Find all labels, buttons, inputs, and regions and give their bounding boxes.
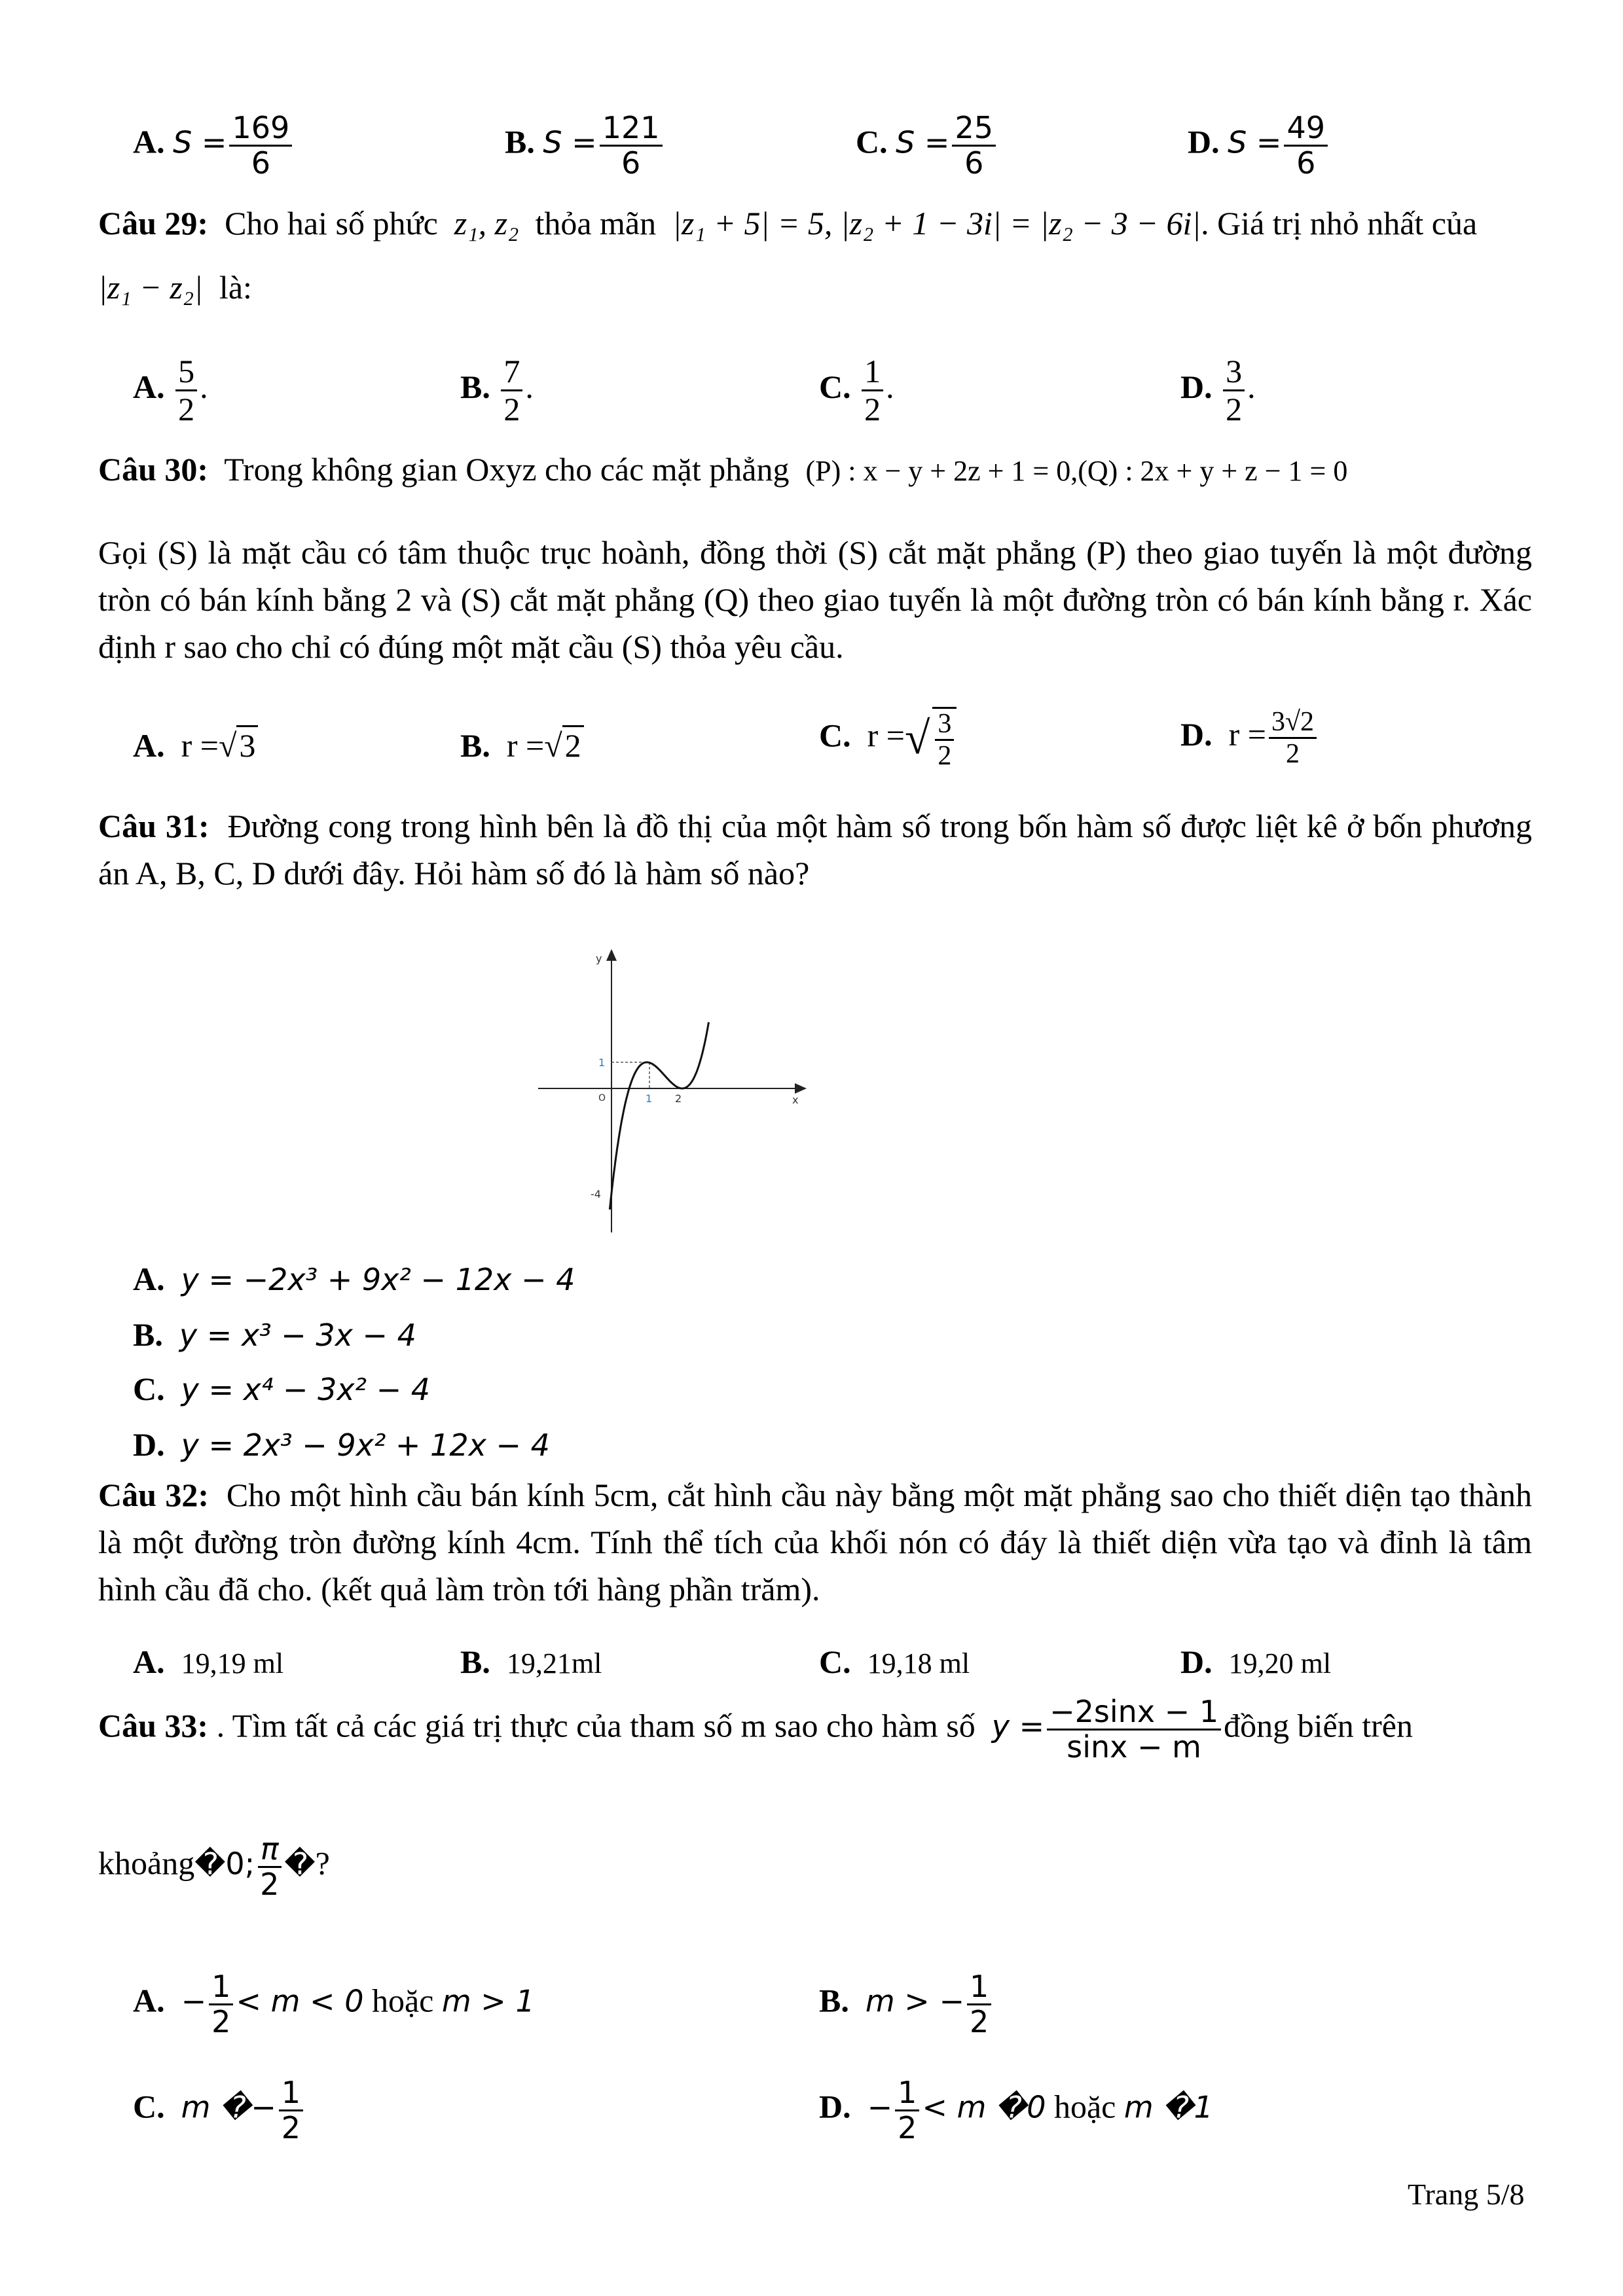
numerator: 3: [935, 709, 954, 741]
option-pre: m > −: [865, 1983, 964, 2019]
option-label: D.: [819, 2088, 851, 2125]
x-axis-label: x: [792, 1094, 799, 1106]
option-label: B.: [460, 1643, 490, 1680]
option-lhs: S =: [896, 124, 950, 160]
denominator: 6: [251, 145, 271, 181]
option-lhs: S =: [543, 124, 597, 160]
numerator: 7: [501, 353, 522, 391]
q28-option-b: [505, 111, 665, 179]
page-number: Trang 5/8: [1408, 2178, 1525, 2211]
option-label: A.: [133, 123, 165, 160]
option-lhs: r =: [181, 727, 219, 764]
option-label: D.: [1188, 123, 1220, 160]
option-lhs: r =: [867, 717, 905, 754]
denominator: 2: [1286, 739, 1300, 770]
q31-option-b: [133, 1316, 416, 1354]
option-label: D.: [1180, 1643, 1213, 1680]
denominator: 6: [1296, 145, 1316, 181]
option-value: 19,21ml: [506, 1647, 602, 1679]
q32-option-b: [460, 1643, 602, 1681]
q28-option-d: [1188, 111, 1330, 179]
q31-option-a: [133, 1260, 575, 1298]
q30-body: Gọi (S) là mặt cầu có tâm thuộc trục hoành, đồng thời (S) cắt mặt phẳng (P) theo giao tuyến là một đường tròn có bán kính bằng 2 và (S) cắt mặt phẳng (Q) theo giao tuyến là một đường tròn có bán kính bằng r. Xác định r sao cho chỉ có đúng một mặt cầu (S) thỏa yêu cầu.: [98, 534, 1532, 665]
denominator: 2: [281, 2109, 301, 2145]
q33-stem: [98, 1695, 1413, 1763]
stem-text: Đường cong trong hình bên là đồ thị của một hàm số trong bốn hàm số được liệt kê ở bốn phương án A, B, C, D dưới đây. Hỏi hàm số đó là hàm số nào?: [98, 808, 1532, 891]
denominator: 2: [864, 391, 881, 427]
numerator: 5: [175, 353, 197, 391]
stem-text: khoảng: [98, 1844, 195, 1882]
denominator: 6: [964, 145, 984, 181]
option-expr: y = 2x³ − 9x² + 12x − 4: [181, 1427, 550, 1463]
numerator: 3√2: [1269, 707, 1317, 739]
option-label: A.: [133, 1643, 165, 1680]
option-label: C.: [133, 1371, 165, 1407]
option-label: B.: [819, 1982, 849, 2019]
denominator: 2: [211, 2003, 231, 2039]
stem-text: Cho một hình cầu bán kính 5cm, cắt hình cầu này bằng một mặt phẳng sao cho thiết diện tạo thành là một đường tròn đường kính 4cm. Tính thể tích của khối nón có đáy là thiết diện vừa tạo và đỉnh là tâm hình cầu đã cho. (kết quả làm tròn tới hàng phần trăm).: [98, 1477, 1532, 1607]
option-label: D.: [1180, 716, 1213, 753]
q33-interval: [98, 1833, 330, 1901]
radicand: 3: [236, 725, 258, 764]
option-post: < m �0: [922, 2089, 1046, 2125]
q31-stem: [98, 802, 1532, 897]
option-word: hoặc: [371, 1982, 434, 2019]
q30-option-b: B. r =√2: [460, 726, 584, 764]
option-value: 19,19 ml: [181, 1647, 284, 1679]
stem-text: là:: [219, 269, 252, 306]
option-pre: −: [867, 2089, 893, 2125]
option-post: m �1: [1123, 2089, 1213, 2125]
option-lhs: S =: [1228, 124, 1282, 160]
option-label: D.: [1180, 368, 1213, 405]
numerator: 169: [229, 111, 292, 147]
denominator: 2: [260, 1866, 280, 1902]
option-post: < m < 0: [236, 1983, 364, 2019]
option-label: A.: [133, 1261, 165, 1297]
q29-option-a: A. $\frac{5}{2}$ .: [133, 353, 208, 427]
question-number: Câu 29:: [98, 205, 209, 242]
numerator: −2sinx − 1: [1047, 1695, 1221, 1731]
q30-option-c: C. r =√ $\frac{3}{2}$: [819, 707, 959, 771]
math-planes: (P) : x − y + 2z + 1 = 0,(Q) : 2x + y + z − 1 = 0: [805, 455, 1348, 487]
q28-option-c: [856, 111, 998, 179]
option-label: C.: [819, 1643, 851, 1680]
math-condition: |z₁ + 5| = 5, |z₂ + 1 − 3i| = |z₂ − 3 − 6i|: [672, 205, 1201, 242]
q30-option-d: [1180, 707, 1319, 769]
denominator: sinx − m: [1067, 1729, 1201, 1765]
denominator: 2: [178, 391, 195, 427]
question-mark: ?: [315, 1844, 330, 1882]
y-tick-label: 1: [598, 1056, 606, 1069]
numerator: π: [258, 1833, 282, 1868]
denominator: 2: [898, 2109, 917, 2145]
radicand: 2: [562, 725, 584, 764]
math-expr: |z₁ − z₂|: [98, 269, 203, 306]
q29-stem: [98, 204, 1477, 242]
numerator: 25: [952, 111, 996, 147]
y-tick-label: -4: [591, 1188, 601, 1200]
option-post: m > 1: [441, 1983, 535, 2019]
numerator: 121: [600, 111, 663, 147]
stem-text: đồng biến trên: [1224, 1707, 1413, 1744]
q32-option-d: [1180, 1643, 1331, 1681]
function-curve: [610, 1022, 708, 1210]
x-tick-label: 2: [675, 1092, 682, 1105]
x-tick-label: 1: [646, 1092, 653, 1105]
denominator: 6: [621, 145, 641, 181]
q32-option-c: [819, 1643, 970, 1681]
numerator: 1: [967, 1970, 991, 2005]
q33-option-d: [819, 2076, 1213, 2144]
option-label: C.: [819, 717, 851, 754]
q31-option-c: [133, 1370, 430, 1408]
option-word: hoặc: [1053, 2088, 1116, 2125]
q31-option-d: [133, 1426, 550, 1463]
denominator: 2: [503, 391, 520, 427]
stem-text: . Giá trị nhỏ nhất của: [1201, 205, 1478, 242]
option-lhs: r =: [506, 727, 545, 764]
option-label: A.: [133, 727, 165, 764]
option-label: A.: [133, 368, 165, 405]
garbled-bracket: �: [284, 1846, 316, 1882]
q30-stem: [98, 450, 1347, 488]
numerator: 1: [209, 1970, 233, 2005]
option-expr: y = x⁴ − 3x² − 4: [181, 1372, 431, 1407]
garbled-bracket: �0;: [194, 1846, 255, 1882]
q33-option-b: [819, 1970, 994, 2038]
q28-option-a: [133, 111, 295, 179]
option-label: B.: [133, 1316, 163, 1353]
function-graph: [524, 929, 890, 1244]
question-number: Câu 32:: [98, 1477, 209, 1513]
option-value: 19,18 ml: [867, 1647, 970, 1679]
q32-option-a: [133, 1643, 283, 1681]
q33-option-c: [133, 2076, 306, 2144]
question-number: Câu 31:: [98, 808, 210, 844]
option-label: A.: [133, 1982, 165, 2019]
option-label: B.: [505, 123, 535, 160]
option-label: C.: [819, 368, 851, 405]
question-number: Câu 33:: [98, 1707, 209, 1744]
q30-option-a: A. r =√3: [133, 726, 258, 764]
q29-option-d: D. $\frac{3}{2}$ .: [1180, 353, 1256, 427]
q33-option-a: [133, 1970, 535, 2038]
numerator: 1: [895, 2076, 919, 2111]
option-pre: m �−: [181, 2089, 276, 2125]
option-pre: −: [181, 1983, 207, 2019]
math-vars: z₁, z₂: [454, 205, 519, 242]
stem-text: thỏa mãn: [535, 205, 657, 242]
option-label: C.: [133, 2088, 165, 2125]
numerator: 49: [1284, 111, 1328, 147]
option-lhs: S =: [173, 124, 227, 160]
option-label: D.: [133, 1426, 165, 1463]
numerator: 3: [1223, 353, 1245, 391]
denominator: 2: [1226, 391, 1243, 427]
numerator: 1: [279, 2076, 303, 2111]
stem-text: Cho hai số phức: [225, 205, 438, 242]
option-value: 19,20 ml: [1228, 1647, 1332, 1679]
q29-option-b: B. $\frac{7}{2}$ .: [460, 353, 534, 427]
option-expr: y = x³ − 3x − 4: [179, 1318, 416, 1353]
y-axis-label: y: [596, 952, 602, 965]
option-lhs: r =: [1228, 716, 1266, 753]
q32-stem: [98, 1471, 1532, 1613]
option-label: B.: [460, 368, 490, 405]
q29-stem-line2: [98, 268, 252, 306]
math-y: y =: [991, 1708, 1045, 1744]
origin-label: O: [598, 1093, 606, 1103]
stem-text: Trong không gian Oxyz cho các mặt phẳng: [224, 451, 790, 488]
denominator: 2: [938, 741, 952, 772]
q29-option-c: C. $\frac{1}{2}$ .: [819, 353, 894, 427]
option-expr: y = −2x³ + 9x² − 12x − 4: [181, 1262, 575, 1297]
denominator: 2: [970, 2003, 989, 2039]
question-number: Câu 30:: [98, 451, 209, 488]
option-label: B.: [460, 727, 490, 764]
numerator: 1: [862, 353, 883, 391]
stem-text: . Tìm tất cả các giá trị thực của tham số m sao cho hàm số: [216, 1707, 976, 1744]
option-label: C.: [856, 123, 888, 160]
